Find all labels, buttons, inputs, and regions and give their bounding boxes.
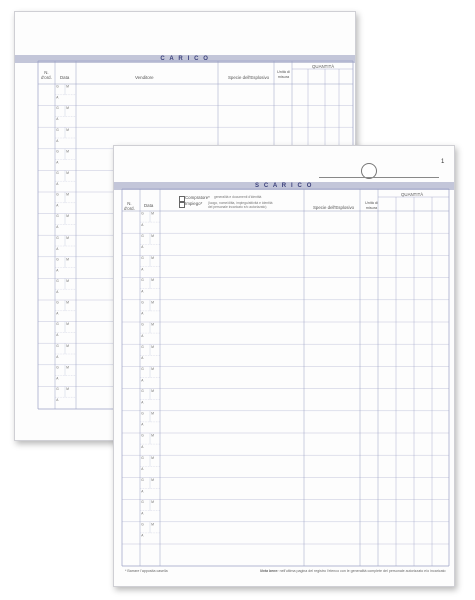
date-mark-month: M	[151, 411, 154, 416]
scarico-sheet	[113, 145, 455, 587]
buyer-note: generalità e documenti d'identità	[214, 195, 262, 199]
date-mark-day: G	[56, 84, 59, 89]
header-unit: Unità di misura	[365, 201, 378, 210]
date-mark-month: M	[66, 257, 69, 262]
date-mark-month: M	[151, 233, 154, 238]
date-mark-month: M	[151, 300, 154, 305]
header-date: Data	[144, 203, 154, 208]
date-mark-day: G	[56, 343, 59, 348]
date-mark-month: M	[151, 211, 154, 216]
header-quantity: QUANTITÀ	[312, 64, 335, 69]
date-mark-month: M	[151, 522, 154, 527]
date-mark-year: A	[141, 400, 144, 405]
date-mark-year: A	[56, 311, 59, 316]
use-label: Impiego*	[185, 201, 203, 206]
footer-note-bold: Nota bene:	[260, 569, 279, 573]
date-mark-year: A	[141, 333, 144, 338]
date-mark-month: M	[151, 455, 154, 460]
date-mark-day: G	[56, 279, 59, 283]
use-note: (luogo, nome/ditta, impiego/attività e identità del personale incaricato e/o autorizzato)	[208, 201, 273, 209]
date-mark-day: G	[141, 478, 144, 482]
header-number: N. d'ord.	[41, 70, 52, 80]
date-mark-month: M	[151, 478, 154, 482]
date-mark-year: A	[56, 203, 59, 208]
date-mark-year: A	[141, 267, 144, 272]
header-quantity: QUANTITÀ	[401, 192, 424, 197]
date-mark-year: A	[56, 354, 59, 359]
header-date: Data	[60, 75, 70, 80]
date-mark-month: M	[66, 343, 69, 348]
header-unit: Unità di misura	[277, 70, 290, 79]
date-mark-month: M	[151, 322, 154, 327]
date-mark-year: A	[56, 117, 59, 122]
header-vendor: Venditore	[135, 75, 154, 80]
date-mark-day: G	[56, 257, 59, 262]
header-species: Specie dell'Esplosivo	[313, 205, 355, 210]
footer-note-text: nell'ultima pagina del registro l'elenco con le generalità complete del personale autorizzato e/o incaricato	[278, 569, 446, 573]
date-mark-year: A	[56, 290, 59, 294]
date-mark-year: A	[141, 422, 144, 427]
header-species: Specie dell'Esplosivo	[228, 75, 270, 80]
date-mark-day: G	[141, 389, 144, 394]
date-mark-year: A	[141, 533, 144, 538]
date-mark-day: G	[141, 455, 144, 460]
footer-note-left: * Barrare l'apposita casella	[125, 569, 168, 573]
date-mark-year: A	[56, 225, 59, 230]
date-mark-year: A	[56, 376, 59, 381]
footer-note-right	[260, 569, 446, 573]
date-mark-year: A	[56, 333, 59, 338]
date-mark-month: M	[151, 256, 154, 260]
date-mark-day: G	[56, 192, 59, 197]
date-mark-year: A	[141, 489, 144, 494]
date-mark-year: A	[56, 138, 59, 143]
date-mark-month: M	[66, 279, 69, 283]
date-mark-month: M	[66, 300, 69, 305]
page-number: 1	[441, 159, 445, 165]
date-mark-day: G	[56, 300, 59, 305]
date-mark-year: A	[141, 356, 144, 361]
date-mark-year: A	[141, 245, 144, 250]
date-mark-year: A	[141, 444, 144, 449]
date-mark-day: G	[56, 322, 59, 327]
date-mark-month: M	[66, 365, 69, 370]
date-mark-year: A	[56, 182, 59, 186]
date-mark-year: A	[141, 511, 144, 516]
date-mark-year: A	[141, 378, 144, 383]
date-mark-year: A	[141, 311, 144, 316]
date-mark-day: G	[141, 522, 144, 527]
date-mark-day: G	[141, 344, 144, 349]
date-mark-day: G	[141, 500, 144, 505]
date-mark-month: M	[66, 84, 69, 89]
date-mark-month: M	[66, 127, 69, 132]
date-mark-year: A	[141, 289, 144, 294]
date-mark-day: G	[56, 127, 59, 132]
date-mark-day: G	[141, 211, 144, 216]
date-mark-month: M	[151, 389, 154, 394]
date-mark-day: G	[56, 149, 59, 154]
date-mark-year: A	[56, 160, 59, 165]
date-mark-month: M	[66, 214, 69, 219]
date-mark-month: M	[66, 235, 69, 240]
date-mark-day: G	[141, 411, 144, 416]
date-mark-month: M	[66, 171, 69, 175]
date-mark-month: M	[151, 433, 154, 438]
header-number: N. d'ord.	[124, 201, 135, 211]
scarico-ledger-grid	[114, 146, 454, 586]
date-mark-day: G	[141, 433, 144, 438]
date-mark-year: A	[141, 467, 144, 472]
date-mark-day: G	[56, 235, 59, 240]
scarico-title: S C A R I C O	[114, 182, 454, 190]
carico-title: C A R I C O	[15, 55, 355, 63]
date-mark-year: A	[56, 398, 59, 402]
date-mark-year: A	[56, 95, 59, 100]
date-mark-day: G	[141, 300, 144, 305]
date-mark-month: M	[151, 278, 154, 283]
date-mark-month: M	[66, 322, 69, 327]
buyer-label: Compratore*	[185, 195, 210, 200]
date-mark-month: M	[66, 387, 69, 391]
date-mark-year: A	[141, 222, 144, 227]
date-mark-year: A	[56, 268, 59, 273]
date-mark-day: G	[141, 256, 144, 260]
date-mark-month: M	[66, 106, 69, 111]
date-mark-day: G	[141, 233, 144, 238]
date-mark-day: G	[56, 387, 59, 391]
date-mark-year: A	[56, 246, 59, 251]
date-mark-month: M	[151, 367, 154, 371]
date-mark-day: G	[141, 278, 144, 283]
date-mark-day: G	[56, 106, 59, 111]
date-mark-day: G	[141, 367, 144, 371]
date-mark-month: M	[66, 192, 69, 197]
date-mark-month: M	[151, 344, 154, 349]
date-mark-day: G	[56, 214, 59, 219]
date-mark-day: G	[141, 322, 144, 327]
date-mark-month: M	[66, 149, 69, 154]
date-mark-day: G	[56, 171, 59, 175]
date-mark-month: M	[151, 500, 154, 505]
date-mark-day: G	[56, 365, 59, 370]
